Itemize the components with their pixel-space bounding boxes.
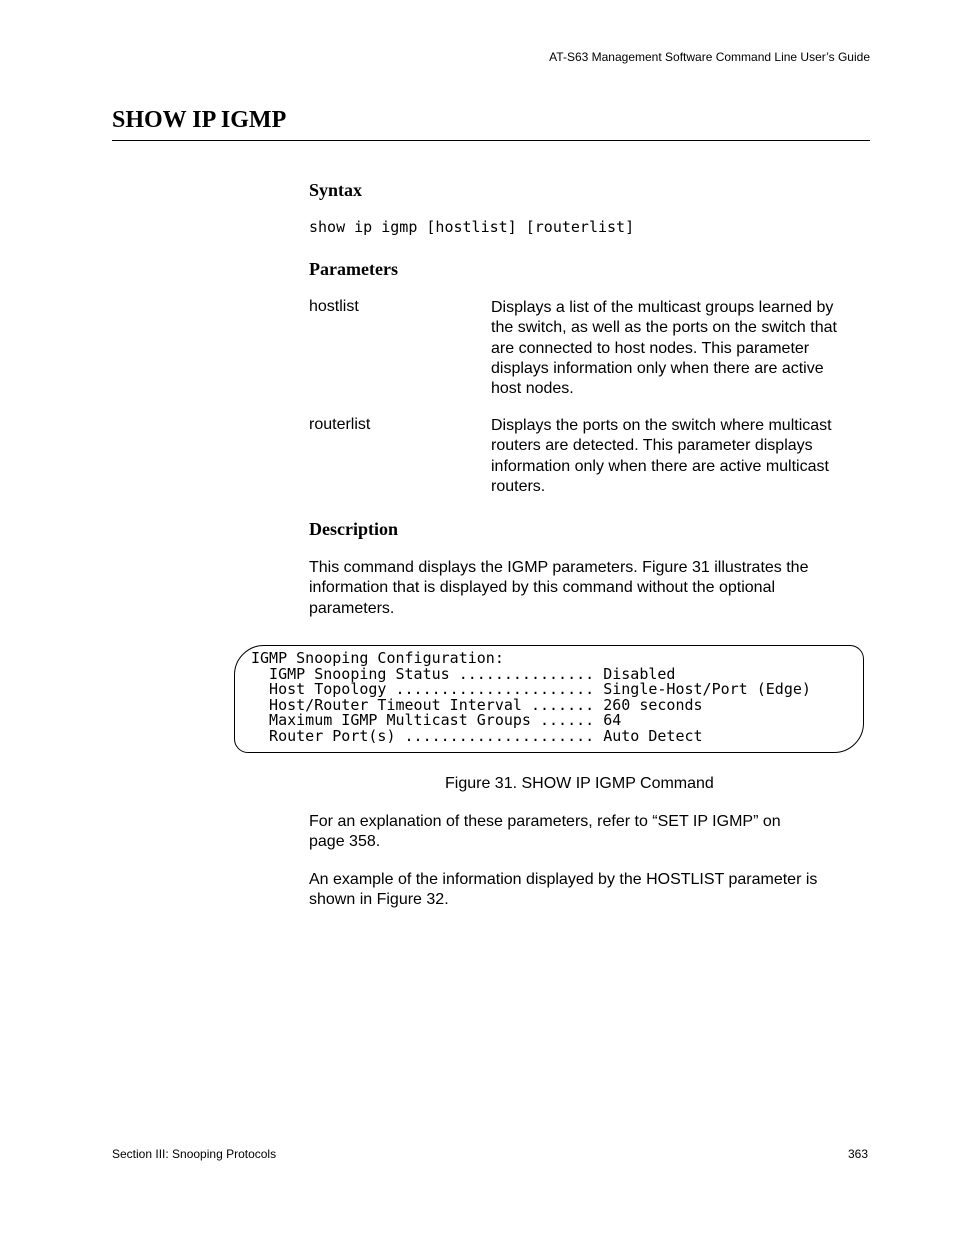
code-line: Router Port(s) ..................... Auto Detect xyxy=(251,726,703,745)
running-header: AT-S63 Management Software Command Line User’s Guide xyxy=(549,50,870,64)
code-line: IGMP Snooping Configuration: xyxy=(251,649,504,667)
syntax-command: show ip igmp [hostlist] [routerlist] xyxy=(309,218,635,236)
figure-code xyxy=(251,651,811,744)
description-heading: Description xyxy=(309,519,398,539)
param-desc-line: Displays a list of the multicast groups learned by xyxy=(491,299,834,316)
param-desc-line: host nodes. xyxy=(491,380,574,398)
paragraph-line: parameters. xyxy=(309,599,395,617)
parameters-heading: Parameters xyxy=(309,259,398,279)
paragraph-line: This command displays the IGMP parameters. Figure 31 illustrates the xyxy=(309,559,809,576)
param-desc-line: routers are detected. This parameter displays xyxy=(491,437,813,455)
paragraph-line: page 358. xyxy=(309,833,381,851)
param-desc-line: displays information only when there are active xyxy=(491,359,824,377)
paragraph-line: An example of the information displayed by the HOSTLIST parameter is xyxy=(309,871,818,888)
param-name-routerlist: routerlist xyxy=(309,416,371,433)
code-line: Maximum IGMP Multicast Groups ...... 64 xyxy=(251,711,622,729)
paragraph-line: information that is displayed by this command without the optional xyxy=(309,579,776,597)
hostlist-example-paragraph xyxy=(309,870,869,911)
paragraph-line: shown in Figure 32. xyxy=(309,891,449,909)
page-number: 363 xyxy=(847,1147,868,1161)
param-desc-line: are connected to host nodes. This parameter xyxy=(491,339,810,357)
footer-section: Section III: Snooping Protocols xyxy=(112,1147,277,1161)
param-name-hostlist: hostlist xyxy=(309,298,359,315)
syntax-heading: Syntax xyxy=(309,180,363,200)
code-line: Host Topology ...................... Single-Host/Port (Edge) xyxy=(251,680,811,698)
param-desc-line: routers. xyxy=(491,477,546,495)
code-line: IGMP Snooping Status ............... Disabled xyxy=(251,664,676,683)
code-line: Host/Router Timeout Interval ....... 260 seconds xyxy=(251,695,703,714)
param-desc-line: information only when there are active multicast xyxy=(491,457,829,475)
param-desc-hostlist xyxy=(491,298,871,399)
paragraph-line: For an explanation of these parameters, refer to “SET IP IGMP” on xyxy=(309,813,781,830)
figure-caption: Figure 31. SHOW IP IGMP Command xyxy=(445,775,714,792)
reference-paragraph xyxy=(309,812,869,853)
description-paragraph xyxy=(309,558,869,619)
page-title: SHOW IP IGMP xyxy=(112,107,287,133)
param-desc-line: the switch, as well as the ports on the switch that xyxy=(491,319,837,337)
title-rule xyxy=(112,140,870,141)
param-desc-routerlist xyxy=(491,416,871,497)
param-desc-line: Displays the ports on the switch where multicast xyxy=(491,417,832,434)
